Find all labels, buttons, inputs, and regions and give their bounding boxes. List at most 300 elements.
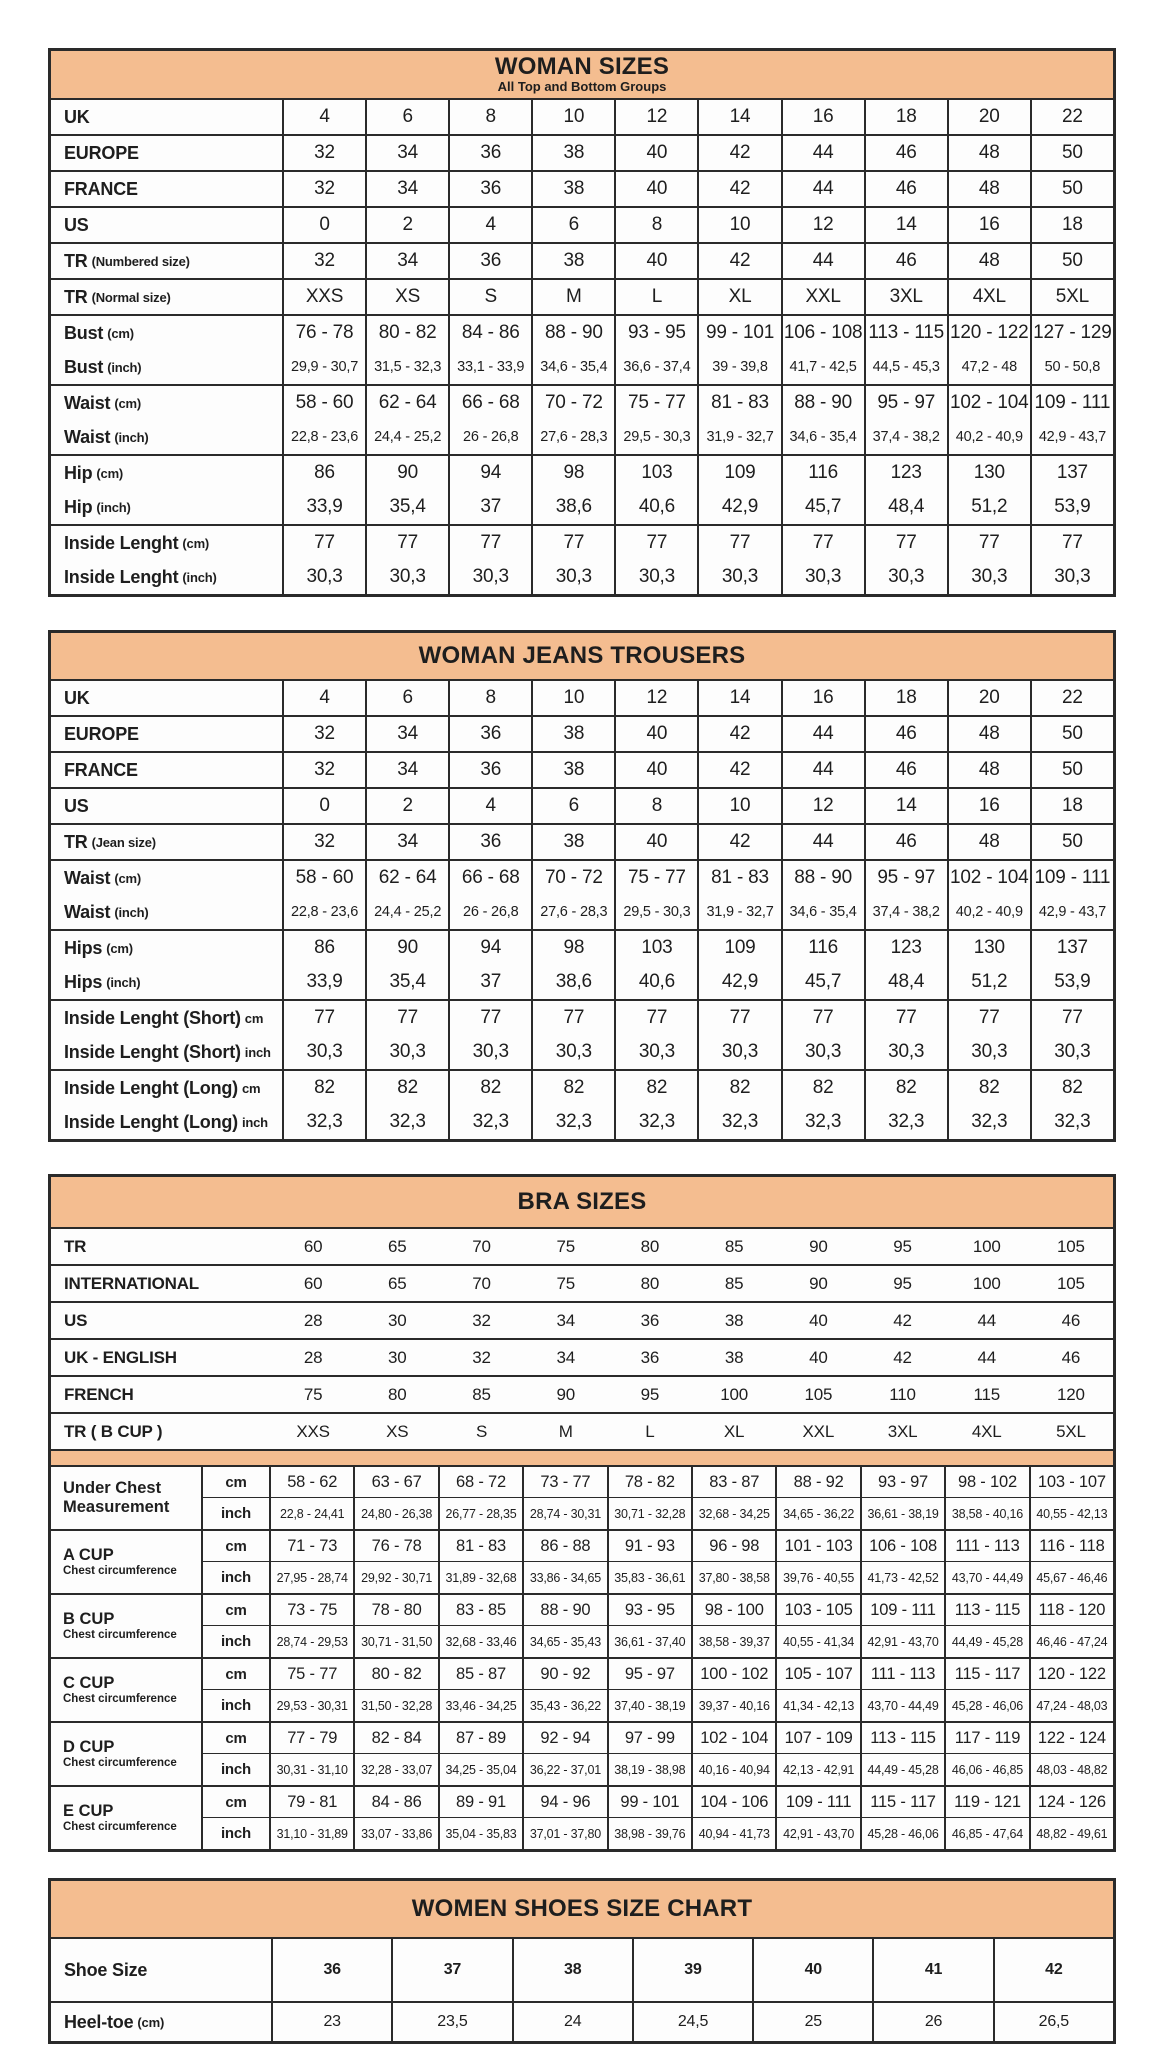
value-cell: 70 xyxy=(472,1273,491,1293)
value-cell: 77 xyxy=(866,526,949,560)
value-cell: 102 - 104 xyxy=(693,1723,777,1753)
cup-group xyxy=(51,1723,1113,1787)
value-cell: 36 xyxy=(450,753,533,787)
value-cell: 123 xyxy=(866,456,949,490)
cup-row-cm xyxy=(203,1723,1113,1754)
row-label-text: Inside Lenght (Long) xyxy=(64,1077,238,1098)
value-cell: 31,5 - 32,3 xyxy=(367,350,450,384)
value-cell: 113 - 115 xyxy=(866,316,949,350)
value-cell: 45,67 - 46,46 xyxy=(1036,1570,1108,1585)
value-cell: 50 xyxy=(1062,723,1083,744)
table-row xyxy=(51,136,1113,170)
row-label-text: Heel-toe xyxy=(64,2011,134,2032)
row-group xyxy=(51,717,1113,753)
value-cell: 39,76 - 40,55 xyxy=(777,1562,861,1593)
row-label-text: EUROPE xyxy=(64,723,139,744)
value-cell: 82 xyxy=(616,1071,699,1105)
cup-lines xyxy=(203,1787,1113,1849)
cup-row-cm xyxy=(203,1531,1113,1562)
value-cell: 32,3 xyxy=(450,1105,533,1139)
value-cell: 77 xyxy=(699,1001,782,1035)
value-cell: 84 - 86 xyxy=(355,1787,439,1817)
value-cell: 38 xyxy=(724,1347,744,1367)
value-cell: 44 xyxy=(783,172,866,206)
value-cell: 82 xyxy=(1062,1077,1083,1098)
bra-band-section xyxy=(51,1229,1113,1451)
value-cell: 137 xyxy=(1056,462,1088,483)
women-shoes-body xyxy=(51,1939,1113,2041)
row-label xyxy=(51,931,284,965)
unit-label: cm xyxy=(203,1787,271,1817)
value-cell: 34,65 - 36,22 xyxy=(777,1498,861,1529)
value-cell: 58 - 60 xyxy=(284,386,367,420)
row-label xyxy=(51,136,284,170)
value-cell: 35,4 xyxy=(367,490,450,524)
value-cell: 41,34 - 42,13 xyxy=(777,1690,861,1721)
value-cell: 32,3 xyxy=(284,1105,367,1139)
value-cell: 90 - 92 xyxy=(524,1659,608,1689)
value-cell: 32 xyxy=(284,172,367,206)
value-cell: 39 xyxy=(634,1939,754,2001)
row-label-text: US xyxy=(64,1310,88,1330)
value-cell: 40 xyxy=(809,1347,828,1367)
value-cell: 109 - 111 xyxy=(1034,867,1111,888)
value-cell: 46,46 - 47,24 xyxy=(1036,1634,1108,1649)
cup-label-subtitle: Chest circumference xyxy=(63,1757,177,1769)
value-cell: 37,01 - 37,80 xyxy=(524,1818,608,1849)
row-label xyxy=(51,825,284,859)
value-cell: 82 xyxy=(699,1071,782,1105)
value-cell: 48,03 - 48,82 xyxy=(1036,1762,1108,1777)
value-cell: 18 xyxy=(866,681,949,715)
value-cell: 77 xyxy=(783,1001,866,1035)
row-label xyxy=(51,1001,284,1035)
value-cell: 6 xyxy=(533,208,616,242)
value-cell: 30,3 xyxy=(367,1035,450,1069)
cup-label-title: D CUP xyxy=(63,1738,115,1756)
value-cell: 77 xyxy=(367,526,450,560)
row-group xyxy=(51,753,1113,789)
value-cell: 82 - 84 xyxy=(355,1723,439,1753)
bra-section-divider xyxy=(51,1451,1113,1467)
value-cell: 44,49 - 45,28 xyxy=(862,1754,946,1785)
cup-label-subtitle: Chest circumference xyxy=(63,1821,177,1833)
row-label xyxy=(51,526,284,560)
value-cell: 80 - 82 xyxy=(355,1659,439,1689)
value-cell: 30,3 xyxy=(533,1035,616,1069)
value-cell: 31,89 - 32,68 xyxy=(440,1562,524,1593)
value-cell: 51,2 xyxy=(949,965,1032,999)
row-label xyxy=(51,1071,284,1105)
value-cell: 93 - 95 xyxy=(616,316,699,350)
value-cell: 111 - 113 xyxy=(862,1659,946,1689)
table-row xyxy=(51,1340,1113,1375)
value-cell: 36 xyxy=(640,1347,660,1367)
value-cell: 42 xyxy=(699,825,782,859)
value-cell: 82 xyxy=(450,1071,533,1105)
woman-sizes-header xyxy=(51,51,1113,100)
row-label-note: (Numbered size) xyxy=(91,253,190,269)
value-cell: 28,74 - 30,31 xyxy=(524,1498,608,1529)
value-cell: 93 - 97 xyxy=(862,1467,946,1497)
value-cell: 33,9 xyxy=(284,490,367,524)
row-label xyxy=(51,172,284,206)
value-cell: 29,5 - 30,3 xyxy=(616,895,699,929)
row-label-note: inch xyxy=(241,1114,268,1130)
value-cell: 94 - 96 xyxy=(524,1787,608,1817)
table-row xyxy=(51,1266,1113,1301)
value-cell: 35,43 - 36,22 xyxy=(524,1690,608,1721)
value-cell: 99 - 101 xyxy=(609,1787,693,1817)
value-cell: 38 xyxy=(533,825,616,859)
value-cell: 36 xyxy=(640,1310,660,1330)
value-cell: 90 xyxy=(809,1236,828,1256)
table-row xyxy=(51,350,1113,384)
table-row xyxy=(51,931,1113,965)
row-label-note: (inch) xyxy=(182,569,217,585)
value-cell: 22,8 - 23,6 xyxy=(284,420,367,454)
value-cell: 51,2 xyxy=(949,490,1032,524)
cup-group xyxy=(51,1659,1113,1723)
cup-row-inch xyxy=(203,1690,1113,1721)
row-label xyxy=(51,965,284,999)
value-cell: 44 xyxy=(783,244,866,278)
value-cell: 14 xyxy=(699,681,782,715)
value-cell: 42 xyxy=(893,1347,912,1367)
row-label xyxy=(51,1035,284,1069)
value-cell: 42,13 - 42,91 xyxy=(777,1754,861,1785)
row-group xyxy=(51,861,1113,931)
value-cell: 10 xyxy=(533,100,616,134)
value-cell: 92 - 94 xyxy=(524,1723,608,1753)
row-label-text: Hips xyxy=(64,971,103,992)
value-cell: 75 - 77 xyxy=(616,386,699,420)
value-cell: 35,04 - 35,83 xyxy=(440,1818,524,1849)
value-cell: 42,9 - 43,7 xyxy=(1038,904,1106,920)
value-cell: 58 - 62 xyxy=(271,1467,355,1497)
value-cell: 32,3 xyxy=(866,1105,949,1139)
table-row xyxy=(51,1377,1113,1412)
cup-row-inch xyxy=(203,1626,1113,1657)
table-row xyxy=(51,386,1113,420)
value-cell: 4 xyxy=(284,681,367,715)
unit-label: inch xyxy=(203,1818,271,1849)
row-label-text: Waist xyxy=(64,392,111,413)
value-cell: 44 xyxy=(783,825,866,859)
row-label-note: (cm) xyxy=(107,325,134,341)
table-row xyxy=(51,1035,1113,1069)
value-cell: 105 - 107 xyxy=(777,1659,861,1689)
table-row xyxy=(51,244,1113,278)
value-cell: 40 xyxy=(616,825,699,859)
value-cell: 77 xyxy=(699,526,782,560)
row-label-text: TR xyxy=(64,831,88,852)
cup-group xyxy=(51,1467,1113,1531)
row-label-text: Bust xyxy=(64,356,104,377)
value-cell: 30,3 xyxy=(699,560,782,594)
cup-label-cell xyxy=(51,1467,203,1529)
cup-label-title: A CUP xyxy=(63,1546,114,1564)
value-cell: 83 - 87 xyxy=(693,1467,777,1497)
row-label-note: (cm) xyxy=(182,535,210,551)
row-group xyxy=(51,681,1113,717)
table-row xyxy=(51,208,1113,242)
row-group xyxy=(51,1266,1113,1303)
value-cell: 40 xyxy=(809,1310,828,1330)
value-cell: M xyxy=(558,1421,573,1441)
value-cell: 90 xyxy=(809,1273,828,1293)
value-cell: 48 xyxy=(949,172,1032,206)
table-row xyxy=(51,1229,1113,1264)
value-cell: 40,55 - 41,34 xyxy=(777,1626,861,1657)
value-cell: 46 xyxy=(866,753,949,787)
value-cell: 98 xyxy=(533,931,616,965)
table-row xyxy=(51,316,1113,350)
value-cell: 62 - 64 xyxy=(367,861,450,895)
value-cell: 44,49 - 45,28 xyxy=(946,1626,1030,1657)
value-cell: 32,28 - 33,07 xyxy=(355,1754,439,1785)
value-cell: 22,8 - 24,41 xyxy=(271,1498,355,1529)
row-label-text: Bust xyxy=(64,322,104,343)
value-cell: 81 - 83 xyxy=(440,1531,524,1561)
row-label-text: US xyxy=(64,795,89,816)
value-cell: 26,77 - 28,35 xyxy=(440,1498,524,1529)
value-cell: 26 - 26,8 xyxy=(450,895,533,929)
value-cell: 80 xyxy=(388,1384,407,1404)
cup-label-title: B CUP xyxy=(63,1610,115,1628)
value-cell: 82 xyxy=(533,1071,616,1105)
cup-label-cell xyxy=(51,1659,203,1721)
cup-row-cm xyxy=(203,1659,1113,1690)
value-cell: 104 - 106 xyxy=(693,1787,777,1817)
value-cell: 34,6 - 35,4 xyxy=(783,895,866,929)
row-label-text: Inside Lenght (Long) xyxy=(64,1111,238,1132)
unit-label: cm xyxy=(203,1595,271,1625)
row-group xyxy=(51,1377,1113,1414)
cup-group xyxy=(51,1595,1113,1659)
row-label xyxy=(51,350,284,384)
value-cell: 99 - 101 xyxy=(699,316,782,350)
value-cell: 30,3 xyxy=(284,560,367,594)
value-cell: 75 xyxy=(556,1273,575,1293)
value-cell: 16 xyxy=(949,789,1032,823)
value-cell: 71 - 73 xyxy=(271,1531,355,1561)
value-cell: 95 - 97 xyxy=(609,1659,693,1689)
value-cell: 106 - 108 xyxy=(783,316,866,350)
row-group xyxy=(51,2003,1113,2041)
table-row xyxy=(51,861,1113,895)
table-subtitle: All Top and Bottom Groups xyxy=(497,79,667,94)
value-cell: 38 xyxy=(514,1939,634,2001)
value-cell: 34 xyxy=(367,136,450,170)
row-label-note: (cm) xyxy=(114,395,141,411)
row-label xyxy=(51,316,284,350)
value-cell: 32 xyxy=(284,825,367,859)
value-cell: 42,91 - 43,70 xyxy=(862,1626,946,1657)
row-label-text: Inside Lenght xyxy=(64,532,179,553)
value-cell: XS xyxy=(386,1421,409,1441)
value-cell: 22,8 - 23,6 xyxy=(284,895,367,929)
value-cell: 31,10 - 31,89 xyxy=(271,1818,355,1849)
value-cell: 30,71 - 31,50 xyxy=(355,1626,439,1657)
value-cell: 34 xyxy=(367,825,450,859)
value-cell: 4 xyxy=(450,789,533,823)
cup-row-cm xyxy=(203,1467,1113,1498)
row-label xyxy=(51,2003,273,2041)
table-row xyxy=(51,560,1113,594)
row-label-note: (inch) xyxy=(114,429,149,445)
row-label xyxy=(51,1105,284,1139)
value-cell: 30,3 xyxy=(367,560,450,594)
value-cell: 88 - 90 xyxy=(533,316,616,350)
row-label-text: Shoe Size xyxy=(64,1959,148,1980)
row-label-text: Hip xyxy=(64,496,93,517)
value-cell: 36,6 - 37,4 xyxy=(616,350,699,384)
value-cell: 120 - 122 xyxy=(1037,1664,1106,1683)
value-cell: 89 - 91 xyxy=(440,1787,524,1817)
value-cell: 109 xyxy=(699,456,782,490)
woman-jeans-table xyxy=(48,630,1116,1142)
value-cell: 77 - 79 xyxy=(271,1723,355,1753)
row-group xyxy=(51,280,1113,316)
value-cell: 30,31 - 31,10 xyxy=(271,1754,355,1785)
value-cell: 41 xyxy=(874,1939,994,2001)
value-cell: 0 xyxy=(284,208,367,242)
table-row xyxy=(51,526,1113,560)
row-label-text: Hip xyxy=(64,462,93,483)
value-cell: 113 - 115 xyxy=(862,1723,946,1753)
value-cell: 12 xyxy=(616,100,699,134)
value-cell: 36 xyxy=(450,244,533,278)
value-cell: 50 xyxy=(1062,250,1083,271)
value-cell: 35,4 xyxy=(367,965,450,999)
value-cell: 30,3 xyxy=(866,1035,949,1069)
value-cell: 78 - 82 xyxy=(609,1467,693,1497)
value-cell: 28,74 - 29,53 xyxy=(271,1626,355,1657)
value-cell: 40 xyxy=(616,172,699,206)
value-cell: 30 xyxy=(388,1310,407,1330)
value-cell: 40,55 - 42,13 xyxy=(1036,1506,1108,1521)
value-cell: S xyxy=(450,280,533,314)
value-cell: 50 xyxy=(1062,178,1083,199)
value-cell: 50 xyxy=(1062,142,1083,163)
value-cell: 100 xyxy=(972,1236,1001,1256)
value-cell: 34 xyxy=(556,1347,575,1367)
cup-label-cell xyxy=(51,1787,203,1849)
value-cell: 46 xyxy=(866,825,949,859)
value-cell: 63 - 67 xyxy=(355,1467,439,1497)
value-cell: 100 xyxy=(720,1384,748,1404)
value-cell: 26 xyxy=(874,2003,994,2041)
value-cell: 122 - 124 xyxy=(1037,1728,1106,1747)
value-cell: 4 xyxy=(284,100,367,134)
row-label-text: Waist xyxy=(64,426,111,447)
value-cell: 5XL xyxy=(1055,286,1089,307)
cup-group xyxy=(51,1531,1113,1595)
value-cell: 127 - 129 xyxy=(1033,322,1112,343)
row-label-text: TR xyxy=(64,286,88,307)
value-cell: 8 xyxy=(616,789,699,823)
value-cell: 38,98 - 39,76 xyxy=(609,1818,693,1849)
value-cell: 30,71 - 32,28 xyxy=(609,1498,693,1529)
value-cell: 66 - 68 xyxy=(450,386,533,420)
value-cell: 0 xyxy=(284,789,367,823)
value-cell: 103 - 107 xyxy=(1037,1472,1106,1491)
row-label-text: Inside Lenght xyxy=(64,566,179,587)
unit-label: inch xyxy=(203,1626,271,1657)
row-label xyxy=(51,895,284,929)
value-cell: 45,7 xyxy=(783,965,866,999)
value-cell: 50 - 50,8 xyxy=(1044,359,1101,375)
table-title: WOMEN SHOES SIZE CHART xyxy=(411,1895,753,1922)
value-cell: 39 - 39,8 xyxy=(699,350,782,384)
value-cell: 45,7 xyxy=(783,490,866,524)
row-label xyxy=(51,1266,271,1301)
value-cell: 38,6 xyxy=(533,490,616,524)
value-cell: 40 xyxy=(754,1939,874,2001)
value-cell: 10 xyxy=(699,789,782,823)
value-cell: 77 xyxy=(284,526,367,560)
value-cell: 2 xyxy=(367,208,450,242)
table-row xyxy=(51,717,1113,751)
value-cell: 41,7 - 42,5 xyxy=(783,350,866,384)
row-label-note: cm xyxy=(244,1010,264,1026)
value-cell: 90 xyxy=(556,1384,575,1404)
value-cell: 32 xyxy=(284,244,367,278)
value-cell: 102 - 104 xyxy=(949,386,1032,420)
value-cell: 105 xyxy=(1057,1236,1085,1256)
value-cell: 27,6 - 28,3 xyxy=(533,420,616,454)
value-cell: 116 - 118 xyxy=(1039,1536,1105,1555)
value-cell: XXS xyxy=(284,280,367,314)
row-label xyxy=(51,1340,271,1375)
row-label xyxy=(51,280,284,314)
cup-lines xyxy=(203,1595,1113,1657)
value-cell: 37 xyxy=(450,965,533,999)
value-cell: 38,58 - 39,37 xyxy=(693,1626,777,1657)
woman-jeans-header xyxy=(51,633,1113,681)
value-cell: 42,9 - 43,7 xyxy=(1038,429,1106,445)
value-cell: 32,3 xyxy=(1054,1111,1091,1132)
value-cell: 18 xyxy=(1062,795,1083,816)
value-cell: 40 xyxy=(616,136,699,170)
value-cell: XS xyxy=(367,280,450,314)
value-cell: 32,3 xyxy=(699,1105,782,1139)
value-cell: 27,95 - 28,74 xyxy=(271,1562,355,1593)
value-cell: 26 - 26,8 xyxy=(450,420,533,454)
value-cell: 24,4 - 25,2 xyxy=(367,895,450,929)
value-cell: 40,16 - 40,94 xyxy=(693,1754,777,1785)
value-cell: 40,6 xyxy=(616,965,699,999)
value-cell: 60 xyxy=(303,1273,323,1293)
cup-row-inch xyxy=(203,1754,1113,1785)
value-cell: 32,3 xyxy=(949,1105,1032,1139)
value-cell: 32,3 xyxy=(616,1105,699,1139)
value-cell: 46 xyxy=(866,717,949,751)
value-cell: 28 xyxy=(303,1347,323,1367)
value-cell: 6 xyxy=(367,100,450,134)
table-row xyxy=(51,1001,1113,1035)
row-label xyxy=(51,1229,271,1264)
value-cell: 70 xyxy=(472,1236,491,1256)
value-cell: 40 xyxy=(616,753,699,787)
value-cell: 42 xyxy=(699,136,782,170)
value-cell: 95 - 97 xyxy=(866,861,949,895)
value-cell: 46,85 - 47,64 xyxy=(946,1818,1030,1849)
value-cell: 29,53 - 30,31 xyxy=(271,1690,355,1721)
value-cell: 102 - 104 xyxy=(949,861,1032,895)
value-cell: 30,3 xyxy=(783,1035,866,1069)
